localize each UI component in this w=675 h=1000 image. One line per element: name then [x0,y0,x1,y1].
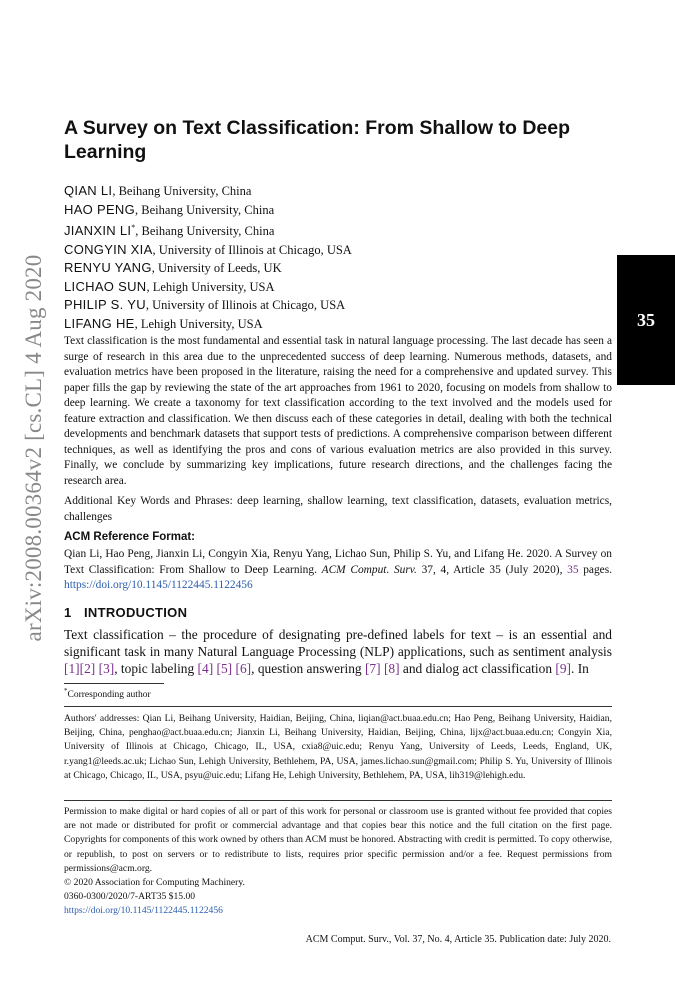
author-affiliation: , Lehigh University, USA [146,279,275,294]
page-number: 35 [637,310,655,330]
arxiv-sidebar [20,198,48,698]
section-title: INTRODUCTION [84,605,188,620]
page-footer: ACM Comput. Surv., Vol. 37, No. 4, Article 35. Publication date: July 2020. [305,934,611,945]
author-entry [64,296,584,315]
reference-text [64,547,612,594]
intro-text: . In [571,661,589,676]
author-entry [64,201,584,220]
paper-title: A Survey on Text Classification: From Shallow to Deep Learning [64,117,571,163]
footnote [64,687,151,700]
citation-link[interactable]: [3] [98,661,115,676]
author-entry [64,182,584,201]
reference-details: 37, 4, Article 35 (July 2020), [416,563,563,576]
footnote-rule [64,683,164,684]
author-name: LICHAO SUN [64,278,147,294]
pages-word: pages. [578,563,612,576]
author-name: HAO PENG [64,201,136,217]
citation-link[interactable]: [2] [79,661,96,676]
section-number: 1 [64,605,72,620]
citation-link[interactable]: [4] [197,661,214,676]
author-affiliation: , University of Illinois at Chicago, USA [152,242,352,257]
page-number-tab [617,255,675,385]
author-entry [64,259,584,278]
permission-notice: Permission to make digital or hard copies of all or part of this work for personal or classroom use is granted without fee provided that copies are not made or distributed for profit or commercial advantage and that copies bear this notice and the full citation on the first page. Copyrights for components of this work owned by others than ACM must be honored. Abstracting with credit is permitted. To copy otherwise, or republish, to post on servers or to redistribute to lists, requires prior specific permission and/or a fee. Request permissions from permissions@acm.org. [64,806,612,874]
intro-text: , question answering [251,661,365,676]
doi-link[interactable]: https://doi.org/10.1145/1122445.1122456 [64,579,253,591]
copyright-line: © 2020 Association for Computing Machinery. [64,877,245,888]
author-entry [64,241,584,260]
author-entry [64,278,584,297]
author-name: JIANXIN LI [64,223,132,239]
author-affiliation: , University of Leeds, UK [151,261,282,276]
addresses-rule [64,706,612,707]
citation-link[interactable]: [5] [216,661,233,676]
citation-link[interactable]: [8] [383,661,400,676]
corresponding-mark: * [131,223,136,232]
footnote-text: Corresponding author [67,690,151,701]
author-affiliation: , Beihang University, China [135,224,275,239]
author-entry [64,315,584,334]
citation-link[interactable]: [7] [364,661,381,676]
author-affiliation: , University of Illinois at Chicago, USA [145,298,346,313]
issn-line: 0360-0300/2020/7-ART35 $15.00 [64,891,196,902]
arxiv-identifier: arXiv:2008.00364v2 [cs.CL] 4 Aug 2020 [21,254,46,642]
section-heading [64,605,187,620]
author-entry [64,219,584,241]
author-addresses: Authors' addresses: Qian Li, Beihang University, Haidian, Beijing, China, liqian@act.buaa.edu.cn; Hao Peng, Beihang University, Haidian, Beijing, China, penghao@act.buaa.edu.cn; Jianxin Li, Beihang University, Haidian, Beijing, China, lijx@act.buaa.edu.cn; Congyin Xia, University of Illinois at Chicago, Chicago, IL, USA, cxia8@uic.edu; Renyu Yang, University of Leeds, Leeds, England, UK, r.yang1@leeds.ac.uk; Lichao Sun, Lehigh University, Bethlehem, PA, USA, james.lichao.sun@gmail.com; Philip S. Yu, University of Illinois at Chicago, Chicago, IL, USA, psyu@uic.edu; Lifang He, Lehigh University, Bethlehem, PA, USA, lih319@lehigh.edu. [64,713,612,781]
page-count-link[interactable]: 35 [567,563,579,576]
citation-link[interactable]: [1] [64,661,80,676]
abstract: Text classification is the most fundamental and essential task in natural language processing. The last decade has seen a surge of research in this area due to the unprecedented success of deep learning. Numerous methods, datasets, and evaluation metrics have been proposed in the literature, raising the need for a comprehensive and updated survey. This paper fills the gap by reviewing the state of the art approaches from 1961 to 2020, focusing on models from shallow to deep learning. We create a taxonomy for text classification according to the text involved and the models used for feature extraction and classification. We then discuss each of these categories in detail, dealing with both the technical developments and benchmark datasets that support tests of predictions. A comprehensive comparison between different techniques, as well as identifying the pros and cons of various evaluation metrics are also provided in this survey. Finally, we conclude by summarizing key implications, future research directions, and the challenges facing the research area. [64,335,612,487]
author-name: LIFANG HE [64,315,135,331]
intro-text: Text classification – the procedure of designating pre-defined labels for text – is an essential and significant task in many Natural Language Processing (NLP) applications, such as sentiment analysis [64,627,612,659]
author-name: QIAN LI [64,183,113,198]
journal-name: ACM Comput. Surv. [321,563,417,576]
reference-citation: Qian Li, Hao Peng, Jianxin Li, Congyin Xia, Renyu Yang, Lichao Sun, Philip S. Yu, and Lifang He. 2020. A Survey on Text Classification: From Shallow to Deep Learning. [64,548,612,576]
author-affiliation: , Lehigh University, USA [134,316,263,331]
citation-link[interactable]: [9] [555,661,571,676]
intro-text: , topic labeling [114,661,198,676]
reference-heading: ACM Reference Format: [64,531,195,543]
citation-link[interactable]: [6] [235,661,252,676]
author-affiliation: , Beihang University, China [112,184,252,198]
footnote-mark: * [64,687,68,695]
keywords: Additional Key Words and Phrases: deep learning, shallow learning, text classification, datasets, evaluation metrics, challenges [64,495,612,523]
introduction-paragraph [64,626,612,677]
permission-rule [64,800,612,801]
author-name: RENYU YANG [64,260,152,276]
doi-footer-link[interactable]: https://doi.org/10.1145/1122445.1122456 [64,905,223,916]
author-list [64,182,584,333]
author-affiliation: , Beihang University, China [135,202,275,217]
author-name: CONGYIN XIA [64,241,153,257]
author-name: PHILIP S. YU [64,297,146,313]
intro-text: and dialog act classification [399,661,556,676]
